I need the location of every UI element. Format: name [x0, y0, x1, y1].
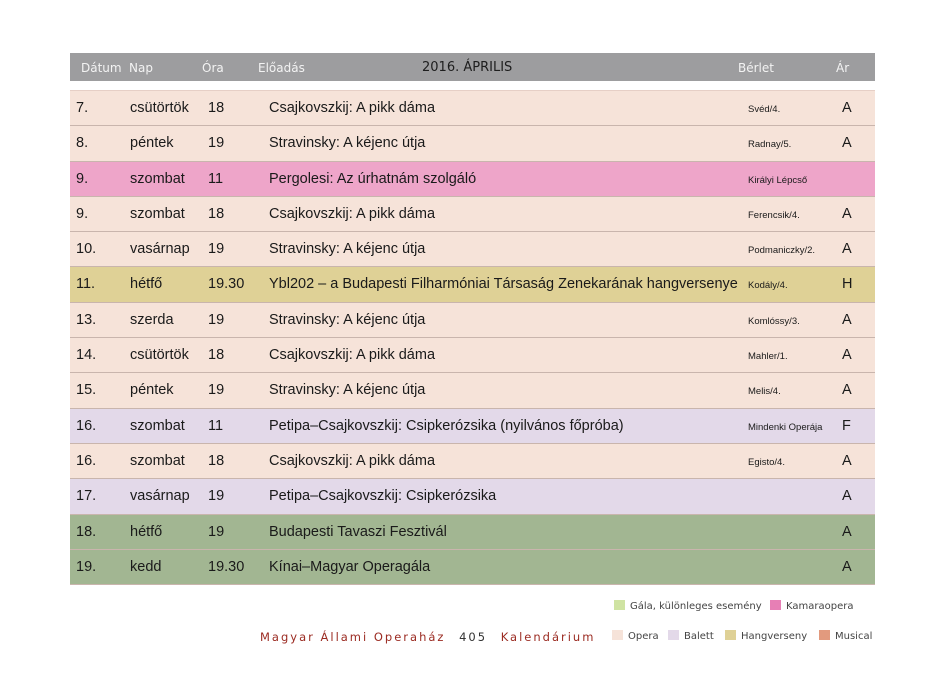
row-title: Budapesti Tavaszi Fesztivál: [269, 523, 447, 540]
legend-gala: [614, 600, 762, 612]
row-time: 19: [208, 241, 225, 258]
row-season: Egisto/4.: [748, 456, 785, 468]
table-row: [70, 126, 875, 161]
row-title: Ybl202 – a Budapesti Filharmóniai Társaság Zenekarának hangversenye: [269, 276, 738, 293]
row-date: 8.: [76, 135, 89, 152]
legend-swatch-hangverseny: [725, 630, 736, 640]
row-season: Komlóssy/3.: [748, 315, 800, 327]
row-season: Svéd/4.: [748, 104, 781, 115]
row-time: 19.30: [208, 276, 245, 293]
row-season: Ferencsik/4.: [748, 209, 800, 221]
table-row: [70, 232, 875, 267]
row-time: 11: [208, 417, 224, 434]
legend-swatch-opera: [612, 630, 623, 640]
row-day: szombat: [130, 452, 185, 469]
row-title: Csajkovszkij: A pikk dáma: [269, 452, 436, 469]
row-title: Csajkovszkij: A pikk dáma: [269, 205, 436, 222]
row-time: 19: [208, 488, 225, 505]
row-day: vasárnap: [130, 241, 190, 258]
row-time: 19: [208, 523, 225, 540]
row-price: A: [842, 100, 852, 116]
row-price: A: [842, 382, 852, 399]
legend-swatch-musical: [819, 630, 830, 640]
legend-label-gala: Gála, különleges esemény: [630, 601, 762, 612]
page-footer: [260, 630, 595, 644]
row-season: Mindenki Operája: [748, 421, 823, 433]
row-date: 17.: [76, 488, 97, 505]
legend-hangverseny: [725, 630, 807, 642]
row-date: 19.: [76, 558, 97, 575]
row-price: A: [842, 241, 852, 258]
table-row: [70, 479, 875, 514]
page-number: 405: [459, 630, 488, 644]
table-body: [70, 91, 875, 585]
row-season: Podmaniczky/2.: [748, 245, 816, 257]
legend-balett: [668, 630, 714, 642]
row-time: 19: [208, 311, 225, 328]
row-time: 19.30: [208, 558, 245, 575]
legend-label-kamara: Kamaraopera: [786, 601, 854, 612]
table-row: [70, 338, 875, 373]
legend-musical: [819, 630, 872, 642]
row-time: 19: [208, 135, 225, 152]
row-day: csütörtök: [130, 347, 189, 364]
footer-publisher: Magyar Állami Operaház: [260, 630, 446, 644]
row-date: 7.: [76, 100, 89, 116]
row-date: 13.: [76, 311, 97, 328]
row-date: 18.: [76, 523, 97, 540]
footer-section: Kalendárium: [500, 630, 596, 644]
row-day: péntek: [130, 382, 174, 399]
row-day: vasárnap: [130, 488, 190, 505]
month-title: 2016. ÁPRILIS: [422, 60, 513, 75]
row-title: Kínai–Magyar Operagála: [269, 558, 431, 575]
row-title: Csajkovszkij: A pikk dáma: [269, 347, 436, 364]
row-price: A: [842, 347, 852, 364]
row-season: Királyi Lépcső: [748, 174, 808, 186]
table-header: [70, 53, 875, 81]
row-time: 18: [208, 347, 225, 364]
row-season: Kodály/4.: [748, 280, 788, 292]
table-row: [70, 162, 875, 197]
table-row: [70, 550, 875, 585]
row-date: 15.: [76, 382, 97, 399]
table-row: [70, 197, 875, 232]
table-row: [70, 303, 875, 338]
row-season: Mahler/1.: [748, 351, 788, 363]
row-time: 18: [208, 205, 225, 222]
row-title: Csajkovszkij: A pikk dáma: [269, 100, 436, 116]
row-title: Stravinsky: A kéjenc útja: [269, 382, 426, 399]
row-time: 18: [208, 452, 225, 469]
row-date: 11.: [76, 276, 96, 293]
legend-label-balett: Balett: [684, 631, 714, 642]
header-season: Bérlet: [738, 61, 774, 75]
row-title: Petipa–Csajkovszkij: Csipkerózsika (nyilvános főpróba): [269, 417, 624, 434]
row-date: 16.: [76, 417, 97, 434]
row-day: hétfő: [130, 276, 163, 293]
header-price: Ár: [836, 61, 850, 75]
table-row: [70, 515, 875, 550]
header-time: Óra: [202, 61, 224, 75]
row-day: szerda: [130, 311, 174, 328]
row-title: Stravinsky: A kéjenc útja: [269, 135, 426, 152]
table-row: [70, 91, 875, 126]
legend-swatch-balett: [668, 630, 679, 640]
row-date: 10.: [76, 241, 97, 258]
header-performance: Előadás: [258, 61, 305, 75]
row-title: Petipa–Csajkovszkij: Csipkerózsika: [269, 488, 497, 505]
row-price: H: [842, 276, 853, 293]
row-day: szombat: [130, 205, 185, 222]
row-day: szombat: [130, 417, 185, 434]
table-row: [70, 267, 875, 302]
row-day: hétfő: [130, 523, 163, 540]
row-price: A: [842, 135, 852, 152]
row-date: 14.: [76, 347, 97, 364]
row-price: F: [842, 417, 851, 434]
legend-label-musical: Musical: [835, 631, 873, 642]
row-time: 18: [208, 100, 225, 116]
row-season: Radnay/5.: [748, 139, 792, 151]
legend-swatch-gala: [614, 600, 625, 610]
row-price: A: [842, 452, 852, 469]
row-day: csütörtök: [130, 100, 189, 116]
row-price: A: [842, 205, 852, 222]
row-day: péntek: [130, 135, 174, 152]
legend-label-hangverseny: Hangverseny: [741, 631, 808, 642]
header-date: Dátum: [81, 61, 122, 75]
table-row: [70, 373, 875, 408]
row-date: 16.: [76, 452, 97, 469]
row-time: 19: [208, 382, 225, 399]
row-title: Stravinsky: A kéjenc útja: [269, 311, 426, 328]
row-price: A: [842, 488, 852, 505]
row-date: 9.: [76, 170, 89, 187]
table-row: [70, 409, 875, 444]
row-title: Stravinsky: A kéjenc útja: [269, 241, 426, 258]
header-day: Nap: [129, 61, 153, 75]
schedule-table: [70, 53, 875, 585]
row-time: 11: [208, 170, 224, 187]
row-price: A: [842, 558, 852, 575]
row-price: A: [842, 311, 852, 328]
legend-swatch-kamara: [770, 600, 781, 610]
row-season: Melis/4.: [748, 386, 781, 398]
legend-opera: [612, 630, 659, 642]
header-gap: [70, 81, 875, 91]
row-price: A: [842, 523, 852, 540]
table-row: [70, 444, 875, 479]
row-title: Pergolesi: Az úrhatnám szolgáló: [269, 170, 477, 187]
legend-label-opera: Opera: [628, 631, 659, 642]
row-day: szombat: [130, 170, 185, 187]
row-day: kedd: [130, 558, 162, 575]
legend-kamara: [770, 600, 853, 612]
row-date: 9.: [76, 205, 89, 222]
